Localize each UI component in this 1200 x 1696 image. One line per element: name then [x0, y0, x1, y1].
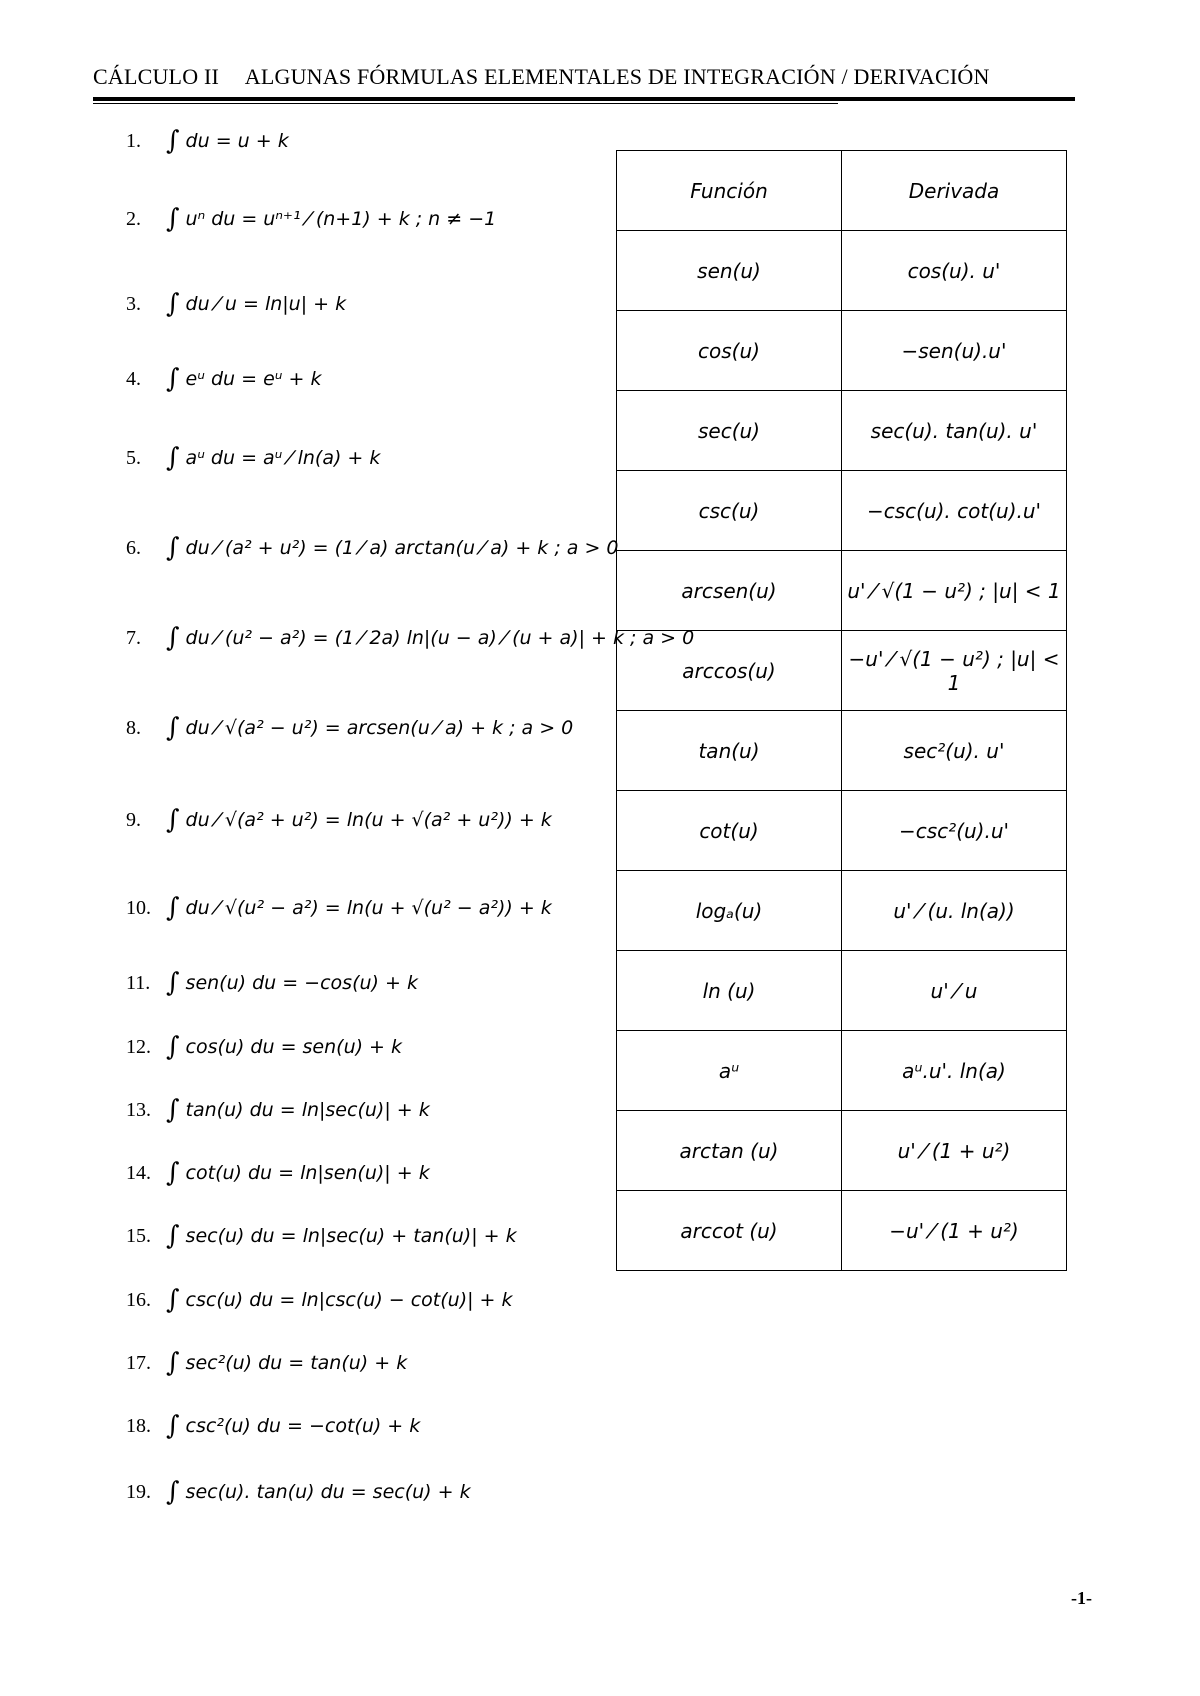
table-row [617, 311, 1067, 391]
formula-item: 4. ∫ eᵘ du = eᵘ + k [126, 364, 322, 394]
table-row [617, 551, 1067, 631]
formula-item: 11. ∫ sen(u) du = −cos(u) + k [126, 968, 418, 998]
integral-symbol: ∫ [166, 364, 180, 394]
derivative-cell: aᵘ.u'. ln(a) [842, 1031, 1067, 1111]
integral-symbol: ∫ [166, 805, 180, 835]
table-row [617, 711, 1067, 791]
page-header [93, 64, 1093, 90]
formula-item: 1. ∫ du = u + k [126, 126, 289, 156]
function-cell: arccos(u) [617, 631, 842, 711]
derivative-cell: u' ⁄ √(1 − u²) ; |u| < 1 [842, 551, 1067, 631]
formula-item: 8. ∫ du ⁄ √(a² − u²) = arcsen(u ⁄ a) + k ; a > 0 [126, 713, 574, 743]
function-cell: tan(u) [617, 711, 842, 791]
table-row [617, 1031, 1067, 1111]
page-number: -1- [1071, 1588, 1092, 1608]
header-rule [93, 97, 1075, 101]
table-row [617, 391, 1067, 471]
formula-item: 7. ∫ du ⁄ (u² − a²) = (1 ⁄ 2a) ln|(u − a) ⁄ (u + a)| + k ; a > 0 [126, 623, 695, 653]
table-row [617, 951, 1067, 1031]
integral-symbol: ∫ [166, 968, 180, 998]
function-cell: ln (u) [617, 951, 842, 1031]
integral-symbol: ∫ [166, 623, 180, 653]
function-cell: arctan (u) [617, 1111, 842, 1191]
formula-item: 3. ∫ du ⁄ u = ln|u| + k [126, 289, 347, 319]
formula-item: 14. ∫ cot(u) du = ln|sen(u)| + k [126, 1158, 430, 1188]
formula-item: 16. ∫ csc(u) du = ln|csc(u) − cot(u)| + k [126, 1285, 513, 1315]
derivative-cell: sec(u). tan(u). u' [842, 391, 1067, 471]
table-row [617, 1111, 1067, 1191]
table-row [617, 631, 1067, 711]
table-row [617, 231, 1067, 311]
table-row [617, 791, 1067, 871]
formula-item: 10. ∫ du ⁄ √(u² − a²) = ln(u + √(u² − a²)) + k [126, 893, 552, 923]
formula-item: 13. ∫ tan(u) du = ln|sec(u)| + k [126, 1095, 430, 1125]
integral-symbol: ∫ [166, 1348, 180, 1378]
formula-item: 19. ∫ sec(u). tan(u) du = sec(u) + k [126, 1477, 471, 1507]
formula-item: 2. ∫ uⁿ du = uⁿ⁺¹ ⁄ (n+1) + k ; n ≠ −1 [126, 204, 497, 234]
function-cell: logₐ(u) [617, 871, 842, 951]
header-rule-thin [93, 103, 838, 104]
integral-symbol: ∫ [166, 1477, 180, 1507]
derivative-cell: −csc²(u).u' [842, 791, 1067, 871]
function-cell: cot(u) [617, 791, 842, 871]
integral-symbol: ∫ [166, 1032, 180, 1062]
derivative-cell: u' ⁄ (1 + u²) [842, 1111, 1067, 1191]
function-cell: arccot (u) [617, 1191, 842, 1271]
derivative-table [616, 150, 1067, 1271]
formula-item: 12. ∫ cos(u) du = sen(u) + k [126, 1032, 403, 1062]
table-row [617, 871, 1067, 951]
course-name: CÁLCULO II [93, 64, 220, 89]
derivative-cell: cos(u). u' [842, 231, 1067, 311]
integral-symbol: ∫ [166, 1411, 180, 1441]
integral-symbol: ∫ [166, 1285, 180, 1315]
table-header-row [617, 151, 1067, 231]
formula-item: 15. ∫ sec(u) du = ln|sec(u) + tan(u)| + k [126, 1221, 517, 1251]
integral-symbol: ∫ [166, 713, 180, 743]
function-cell: aᵘ [617, 1031, 842, 1111]
function-cell: cos(u) [617, 311, 842, 391]
integral-symbol: ∫ [166, 126, 180, 156]
integral-symbol: ∫ [166, 1095, 180, 1125]
formula-item: 18. ∫ csc²(u) du = −cot(u) + k [126, 1411, 421, 1441]
integral-symbol: ∫ [166, 533, 180, 563]
derivative-cell: sec²(u). u' [842, 711, 1067, 791]
function-cell: sen(u) [617, 231, 842, 311]
formula-item: 17. ∫ sec²(u) du = tan(u) + k [126, 1348, 408, 1378]
table-row [617, 471, 1067, 551]
integral-symbol: ∫ [166, 1221, 180, 1251]
derivative-cell: u' ⁄ (u. ln(a)) [842, 871, 1067, 951]
function-cell: arcsen(u) [617, 551, 842, 631]
integral-symbol: ∫ [166, 1158, 180, 1188]
derivative-cell: −u' ⁄ (1 + u²) [842, 1191, 1067, 1271]
derivative-cell: −csc(u). cot(u).u' [842, 471, 1067, 551]
integral-symbol: ∫ [166, 893, 180, 923]
function-cell: sec(u) [617, 391, 842, 471]
page-title: ALGUNAS FÓRMULAS ELEMENTALES DE INTEGRACIÓN / DERIVACIÓN [244, 64, 990, 89]
column-header-function: Función [617, 151, 842, 231]
table-row [617, 1191, 1067, 1271]
integral-symbol: ∫ [166, 204, 180, 234]
formula-item: 9. ∫ du ⁄ √(a² + u²) = ln(u + √(a² + u²)) + k [126, 805, 552, 835]
derivative-cell: u' ⁄ u [842, 951, 1067, 1031]
formula-item: 6. ∫ du ⁄ (a² + u²) = (1 ⁄ a) arctan(u ⁄ a) + k ; a > 0 [126, 533, 619, 563]
integral-symbol: ∫ [166, 289, 180, 319]
column-header-derivative: Derivada [842, 151, 1067, 231]
derivative-cell: −sen(u).u' [842, 311, 1067, 391]
formula-item: 5. ∫ aᵘ du = aᵘ ⁄ ln(a) + k [126, 443, 381, 473]
derivative-cell: −u' ⁄ √(1 − u²) ; |u| < 1 [842, 631, 1067, 711]
function-cell: csc(u) [617, 471, 842, 551]
integral-symbol: ∫ [166, 443, 180, 473]
